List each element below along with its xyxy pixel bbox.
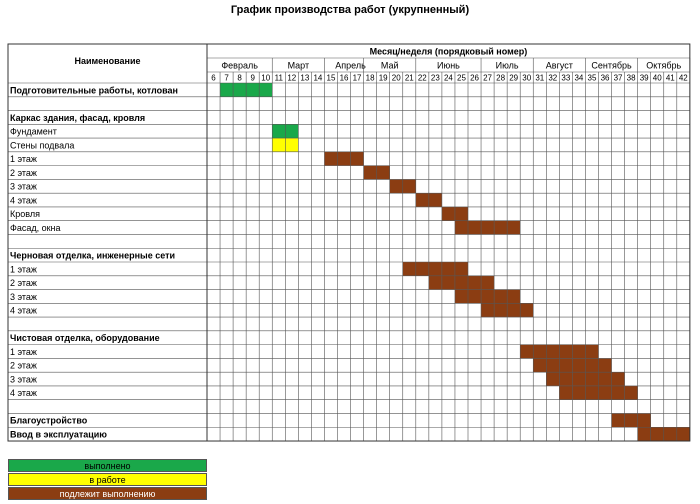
task-cell	[612, 372, 625, 386]
week-label: 26	[470, 73, 479, 83]
legend-item-done: выполнено	[8, 459, 207, 472]
task-cell	[625, 413, 638, 427]
task-cell	[416, 262, 429, 276]
legend-item-planned: подлежит выполнению	[8, 487, 207, 500]
week-label: 41	[665, 73, 675, 83]
month-label: Август	[545, 60, 573, 71]
row-label: Фасад, окна	[10, 222, 61, 233]
task-cell	[585, 386, 598, 400]
task-cell	[481, 303, 494, 317]
task-cell	[429, 276, 442, 290]
week-label: 37	[613, 73, 623, 83]
week-label: 21	[404, 73, 414, 83]
task-cell	[546, 358, 559, 372]
task-cell	[533, 345, 546, 359]
row-label: 2 этаж	[10, 360, 37, 371]
month-label: Октябрь	[646, 60, 682, 71]
task-cell	[468, 290, 481, 304]
task-cell	[599, 386, 612, 400]
task-cell	[455, 276, 468, 290]
week-label: 20	[391, 73, 401, 83]
task-cell	[338, 152, 351, 166]
chart-title: График производства работ (укрупненный)	[230, 4, 470, 16]
row-label: Каркас здания, фасад, кровля	[10, 112, 146, 123]
week-label: 27	[483, 73, 493, 83]
task-cell	[246, 83, 259, 97]
task-cell	[442, 262, 455, 276]
task-cell	[559, 358, 572, 372]
task-cell	[455, 290, 468, 304]
week-label: 18	[365, 73, 375, 83]
week-label: 42	[678, 73, 688, 83]
week-label: 34	[574, 73, 584, 83]
task-cell	[259, 83, 272, 97]
month-label: Май	[380, 60, 399, 71]
row-label: Стены подвала	[10, 140, 75, 151]
week-label: 29	[509, 73, 519, 83]
week-label: 23	[430, 73, 440, 83]
week-label: 14	[313, 73, 323, 83]
task-cell	[572, 386, 585, 400]
task-cell	[429, 262, 442, 276]
week-label: 13	[300, 73, 310, 83]
task-cell	[507, 290, 520, 304]
week-label: 32	[548, 73, 558, 83]
row-label: 2 этаж	[10, 278, 37, 289]
row-label: 3 этаж	[10, 181, 37, 192]
row-label: 4 этаж	[10, 388, 37, 399]
row-label: Ввод в эксплуатацию	[10, 429, 107, 440]
task-cell	[390, 179, 403, 193]
task-cell	[481, 276, 494, 290]
month-label: Февраль	[221, 60, 258, 71]
row-label: Благоустройство	[10, 415, 88, 426]
week-label: 11	[274, 73, 283, 83]
task-cell	[403, 179, 416, 193]
task-cell	[546, 345, 559, 359]
row-label: Черновая отделка, инженерные сети	[10, 250, 176, 261]
task-cell	[651, 427, 664, 441]
task-cell	[272, 124, 285, 138]
week-label: 24	[443, 73, 453, 83]
task-cell	[416, 193, 429, 207]
task-cell	[468, 276, 481, 290]
task-cell	[599, 372, 612, 386]
task-cell	[507, 303, 520, 317]
row-label: 1 этаж	[10, 346, 37, 357]
task-cell	[220, 83, 233, 97]
row-label: Подготовительные работы, котлован	[10, 85, 178, 96]
task-cell	[572, 372, 585, 386]
task-cell	[638, 427, 651, 441]
week-label: 8	[237, 73, 242, 83]
task-cell	[638, 413, 651, 427]
week-label: 33	[561, 73, 571, 83]
task-cell	[494, 290, 507, 304]
week-label: 17	[352, 73, 362, 83]
task-cell	[481, 221, 494, 235]
month-label: Апрель	[335, 60, 366, 71]
legend-item-in-progress: в работе	[8, 473, 207, 486]
row-label: Фундамент	[10, 126, 57, 137]
task-cell	[664, 427, 677, 441]
row-label: 1 этаж	[10, 264, 37, 275]
task-cell	[455, 262, 468, 276]
task-cell	[285, 138, 298, 152]
task-cell	[324, 152, 337, 166]
name-column-header: Наименование	[74, 55, 141, 66]
row-label: 2 этаж	[10, 167, 37, 178]
task-cell	[546, 372, 559, 386]
task-cell	[559, 345, 572, 359]
task-cell	[520, 345, 533, 359]
task-cell	[494, 221, 507, 235]
week-label: 10	[261, 73, 271, 83]
task-cell	[285, 124, 298, 138]
task-cell	[520, 303, 533, 317]
task-cell	[507, 221, 520, 235]
week-label: 35	[587, 73, 597, 83]
task-cell	[494, 303, 507, 317]
task-cell	[442, 276, 455, 290]
task-cell	[351, 152, 364, 166]
week-label: 28	[496, 73, 506, 83]
task-cell	[377, 166, 390, 180]
task-cell	[468, 221, 481, 235]
task-cell	[442, 207, 455, 221]
task-cell	[233, 83, 246, 97]
week-label: 15	[326, 73, 336, 83]
task-cell	[429, 193, 442, 207]
week-label: 39	[639, 73, 649, 83]
task-cell	[272, 138, 285, 152]
task-cell	[572, 358, 585, 372]
week-label: 7	[224, 73, 229, 83]
task-cell	[403, 262, 416, 276]
time-axis-header: Месяц/неделя (порядковый номер)	[369, 46, 528, 57]
row-label: Чистовая отделка, оборудование	[10, 333, 160, 344]
task-cell	[585, 345, 598, 359]
task-cell	[612, 386, 625, 400]
task-cell	[585, 372, 598, 386]
task-cell	[572, 345, 585, 359]
week-label: 25	[457, 73, 466, 83]
task-cell	[364, 166, 377, 180]
week-label: 22	[417, 73, 427, 83]
week-label: 31	[535, 73, 545, 83]
task-cell	[625, 386, 638, 400]
row-label: 3 этаж	[10, 374, 37, 385]
task-cell	[677, 427, 690, 441]
month-label: Июль	[495, 60, 519, 71]
task-cell	[559, 386, 572, 400]
week-label: 38	[626, 73, 636, 83]
task-cell	[585, 358, 598, 372]
task-cell	[455, 221, 468, 235]
month-label: Март	[287, 60, 310, 71]
month-label: Июнь	[436, 60, 460, 71]
row-label: 3 этаж	[10, 291, 37, 302]
week-label: 9	[250, 73, 255, 83]
week-label: 40	[652, 73, 662, 83]
task-cell	[481, 290, 494, 304]
row-label: 1 этаж	[10, 154, 37, 165]
week-label: 16	[339, 73, 349, 83]
week-label: 12	[287, 73, 297, 83]
week-label: 36	[600, 73, 610, 83]
week-label: 19	[378, 73, 388, 83]
week-label: 6	[211, 73, 216, 83]
task-cell	[599, 358, 612, 372]
row-label: 4 этаж	[10, 305, 37, 316]
task-cell	[533, 358, 546, 372]
task-cell	[612, 413, 625, 427]
row-label: 4 этаж	[10, 195, 37, 206]
month-label: Сентябрь	[591, 60, 632, 71]
task-cell	[559, 372, 572, 386]
week-label: 30	[522, 73, 532, 83]
row-label: Кровля	[10, 209, 40, 220]
task-cell	[455, 207, 468, 221]
